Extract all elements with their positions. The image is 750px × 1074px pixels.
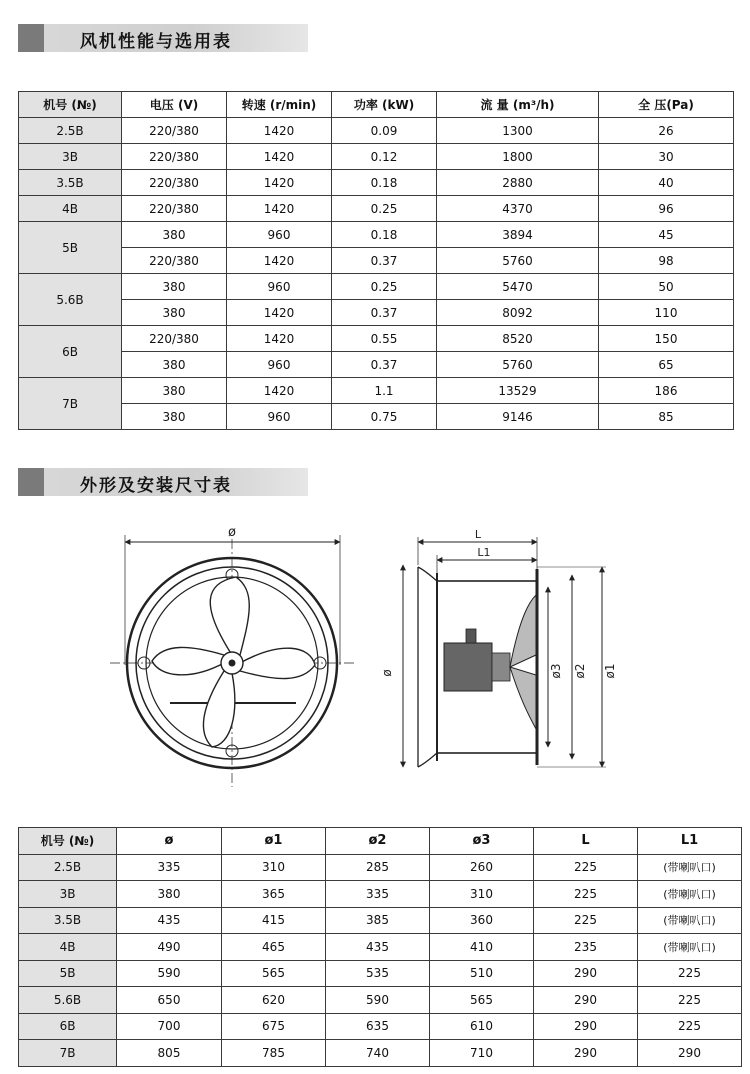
table-cell: 45 bbox=[599, 222, 734, 248]
table-cell: 610 bbox=[430, 1013, 534, 1040]
table-row bbox=[19, 170, 734, 196]
header-model: 机号 (№) bbox=[19, 92, 122, 118]
table-row bbox=[19, 118, 734, 144]
dim-L-label: L bbox=[474, 528, 482, 541]
table-cell: 1420 bbox=[227, 196, 332, 222]
table-cell: 335 bbox=[326, 881, 430, 908]
section-marker bbox=[18, 24, 44, 52]
table-cell: 365 bbox=[222, 881, 326, 908]
table-cell: 40 bbox=[599, 170, 734, 196]
header-phi3: ø3 bbox=[430, 828, 534, 855]
table-cell: 225 bbox=[638, 987, 742, 1014]
header-voltage: 电压 (V) bbox=[122, 92, 227, 118]
header-flow: 流 量 (m³/h) bbox=[437, 92, 599, 118]
table-row bbox=[19, 222, 734, 248]
table-cell: 290 bbox=[534, 1013, 638, 1040]
table-cell: 5760 bbox=[437, 248, 599, 274]
table-cell: (带喇叭口) bbox=[638, 907, 742, 934]
dim-phi1-label: ø1 bbox=[603, 663, 617, 679]
table-cell: 380 bbox=[122, 300, 227, 326]
table-cell: 380 bbox=[122, 274, 227, 300]
table-cell: 410 bbox=[430, 934, 534, 961]
table-cell: 0.55 bbox=[332, 326, 437, 352]
table-row bbox=[19, 300, 734, 326]
table-cell: 220/380 bbox=[122, 326, 227, 352]
model-cell: 2.5B bbox=[19, 854, 117, 881]
table-cell: 0.37 bbox=[332, 248, 437, 274]
table-cell: 620 bbox=[222, 987, 326, 1014]
section-title: 外形及安装尺寸表 bbox=[80, 476, 232, 496]
table-cell: 65 bbox=[599, 352, 734, 378]
table-row bbox=[19, 907, 742, 934]
table-row bbox=[19, 960, 742, 987]
table-cell: 490 bbox=[117, 934, 222, 961]
table-cell: 1420 bbox=[227, 170, 332, 196]
model-cell: 3.5B bbox=[19, 907, 117, 934]
table-row bbox=[19, 881, 742, 908]
table-cell: 1420 bbox=[227, 326, 332, 352]
table-cell: 220/380 bbox=[122, 248, 227, 274]
table-cell: 0.25 bbox=[332, 274, 437, 300]
dim-phi-label: ø bbox=[380, 669, 394, 677]
table-cell: 1.1 bbox=[332, 378, 437, 404]
table-cell: 380 bbox=[122, 352, 227, 378]
table-cell: 435 bbox=[326, 934, 430, 961]
table-cell: (带喇叭口) bbox=[638, 854, 742, 881]
model-cell: 3.5B bbox=[19, 170, 122, 196]
model-cell: 3B bbox=[19, 881, 117, 908]
table-cell: 535 bbox=[326, 960, 430, 987]
table-cell: 960 bbox=[227, 222, 332, 248]
table-cell: 150 bbox=[599, 326, 734, 352]
table-cell: 186 bbox=[599, 378, 734, 404]
table-cell: 710 bbox=[430, 1040, 534, 1067]
table-cell: 290 bbox=[638, 1040, 742, 1067]
model-cell: 3B bbox=[19, 144, 122, 170]
table-cell: 1420 bbox=[227, 118, 332, 144]
table-cell: 290 bbox=[534, 1040, 638, 1067]
table-cell: 360 bbox=[430, 907, 534, 934]
table-cell: 1420 bbox=[227, 144, 332, 170]
table-cell: 260 bbox=[430, 854, 534, 881]
table-cell: 1300 bbox=[437, 118, 599, 144]
table-cell: 1420 bbox=[227, 378, 332, 404]
fan-drawing bbox=[0, 505, 750, 805]
table-cell: 740 bbox=[326, 1040, 430, 1067]
table-cell: 0.25 bbox=[332, 196, 437, 222]
section-title: 风机性能与选用表 bbox=[80, 32, 232, 52]
table-cell: 380 bbox=[122, 378, 227, 404]
dimension-table bbox=[18, 827, 742, 1067]
table-row bbox=[19, 326, 734, 352]
table-cell: 30 bbox=[599, 144, 734, 170]
side-view bbox=[380, 528, 617, 767]
table-cell: 380 bbox=[122, 404, 227, 430]
table-cell: 220/380 bbox=[122, 144, 227, 170]
table-header-row bbox=[19, 828, 742, 855]
table-cell: 290 bbox=[534, 960, 638, 987]
model-cell: 5B bbox=[19, 222, 122, 274]
model-cell: 5.6B bbox=[19, 274, 122, 326]
header-L1: L1 bbox=[638, 828, 742, 855]
table-cell: 960 bbox=[227, 352, 332, 378]
table-cell: 0.12 bbox=[332, 144, 437, 170]
table-cell: 5470 bbox=[437, 274, 599, 300]
table-cell: 225 bbox=[534, 881, 638, 908]
table-cell: 960 bbox=[227, 274, 332, 300]
dim-phi2-label: ø2 bbox=[573, 663, 587, 679]
table-cell: 2880 bbox=[437, 170, 599, 196]
table-cell: 225 bbox=[534, 907, 638, 934]
table-cell: 225 bbox=[638, 960, 742, 987]
table-row bbox=[19, 144, 734, 170]
table-cell: 465 bbox=[222, 934, 326, 961]
table-cell: 510 bbox=[430, 960, 534, 987]
table-cell: (带喇叭口) bbox=[638, 881, 742, 908]
table-row bbox=[19, 1013, 742, 1040]
table-cell: 650 bbox=[117, 987, 222, 1014]
model-cell: 4B bbox=[19, 934, 117, 961]
table-cell: 590 bbox=[117, 960, 222, 987]
table-cell: 435 bbox=[117, 907, 222, 934]
table-cell: 110 bbox=[599, 300, 734, 326]
table-cell: 26 bbox=[599, 118, 734, 144]
table-row bbox=[19, 196, 734, 222]
table-cell: 380 bbox=[122, 222, 227, 248]
table-cell: (带喇叭口) bbox=[638, 934, 742, 961]
table-cell: 310 bbox=[430, 881, 534, 908]
table-cell: 960 bbox=[227, 404, 332, 430]
model-cell: 5.6B bbox=[19, 987, 117, 1014]
performance-table bbox=[18, 91, 734, 430]
model-cell: 6B bbox=[19, 326, 122, 378]
section-header-performance bbox=[18, 24, 308, 52]
table-cell: 0.18 bbox=[332, 222, 437, 248]
header-speed: 转速 (r/min) bbox=[227, 92, 332, 118]
table-header-row bbox=[19, 92, 734, 118]
header-pressure: 全 压(Pa) bbox=[599, 92, 734, 118]
table-cell: 220/380 bbox=[122, 170, 227, 196]
table-cell: 13529 bbox=[437, 378, 599, 404]
table-cell: 0.37 bbox=[332, 352, 437, 378]
header-power: 功率 (kW) bbox=[332, 92, 437, 118]
model-cell: 7B bbox=[19, 378, 122, 430]
section-marker bbox=[18, 468, 44, 496]
table-cell: 335 bbox=[117, 854, 222, 881]
front-diameter-label: ø bbox=[228, 525, 236, 540]
table-cell: 310 bbox=[222, 854, 326, 881]
table-cell: 1800 bbox=[437, 144, 599, 170]
front-view bbox=[110, 525, 354, 787]
table-cell: 98 bbox=[599, 248, 734, 274]
model-cell: 4B bbox=[19, 196, 122, 222]
header-phi: ø bbox=[117, 828, 222, 855]
header-phi2: ø2 bbox=[326, 828, 430, 855]
table-row bbox=[19, 404, 734, 430]
table-cell: 0.37 bbox=[332, 300, 437, 326]
table-cell: 590 bbox=[326, 987, 430, 1014]
dim-L1-label: L1 bbox=[477, 546, 491, 559]
table-row bbox=[19, 854, 742, 881]
header-L: L bbox=[534, 828, 638, 855]
table-row bbox=[19, 378, 734, 404]
table-cell: 225 bbox=[638, 1013, 742, 1040]
table-row bbox=[19, 248, 734, 274]
table-cell: 805 bbox=[117, 1040, 222, 1067]
table-cell: 290 bbox=[534, 987, 638, 1014]
table-cell: 220/380 bbox=[122, 196, 227, 222]
table-cell: 1420 bbox=[227, 248, 332, 274]
dim-phi3-label: ø3 bbox=[549, 663, 563, 679]
header-model: 机号 (№) bbox=[19, 828, 117, 855]
table-cell: 3894 bbox=[437, 222, 599, 248]
table-row bbox=[19, 934, 742, 961]
table-cell: 415 bbox=[222, 907, 326, 934]
table-cell: 285 bbox=[326, 854, 430, 881]
table-cell: 50 bbox=[599, 274, 734, 300]
model-cell: 5B bbox=[19, 960, 117, 987]
table-cell: 565 bbox=[222, 960, 326, 987]
table-row bbox=[19, 1040, 742, 1067]
table-cell: 225 bbox=[534, 854, 638, 881]
model-cell: 6B bbox=[19, 1013, 117, 1040]
table-cell: 0.18 bbox=[332, 170, 437, 196]
table-cell: 4370 bbox=[437, 196, 599, 222]
table-cell: 96 bbox=[599, 196, 734, 222]
table-cell: 380 bbox=[117, 881, 222, 908]
table-cell: 0.09 bbox=[332, 118, 437, 144]
table-cell: 85 bbox=[599, 404, 734, 430]
table-row bbox=[19, 274, 734, 300]
section-header-dimensions bbox=[18, 468, 308, 496]
table-cell: 635 bbox=[326, 1013, 430, 1040]
table-cell: 5760 bbox=[437, 352, 599, 378]
table-cell: 700 bbox=[117, 1013, 222, 1040]
table-row bbox=[19, 987, 742, 1014]
table-cell: 9146 bbox=[437, 404, 599, 430]
table-cell: 235 bbox=[534, 934, 638, 961]
table-cell: 385 bbox=[326, 907, 430, 934]
table-cell: 8520 bbox=[437, 326, 599, 352]
model-cell: 2.5B bbox=[19, 118, 122, 144]
table-cell: 0.75 bbox=[332, 404, 437, 430]
table-row bbox=[19, 352, 734, 378]
table-cell: 220/380 bbox=[122, 118, 227, 144]
table-cell: 565 bbox=[430, 987, 534, 1014]
model-cell: 7B bbox=[19, 1040, 117, 1067]
header-phi1: ø1 bbox=[222, 828, 326, 855]
table-cell: 785 bbox=[222, 1040, 326, 1067]
table-cell: 675 bbox=[222, 1013, 326, 1040]
table-cell: 1420 bbox=[227, 300, 332, 326]
table-cell: 8092 bbox=[437, 300, 599, 326]
